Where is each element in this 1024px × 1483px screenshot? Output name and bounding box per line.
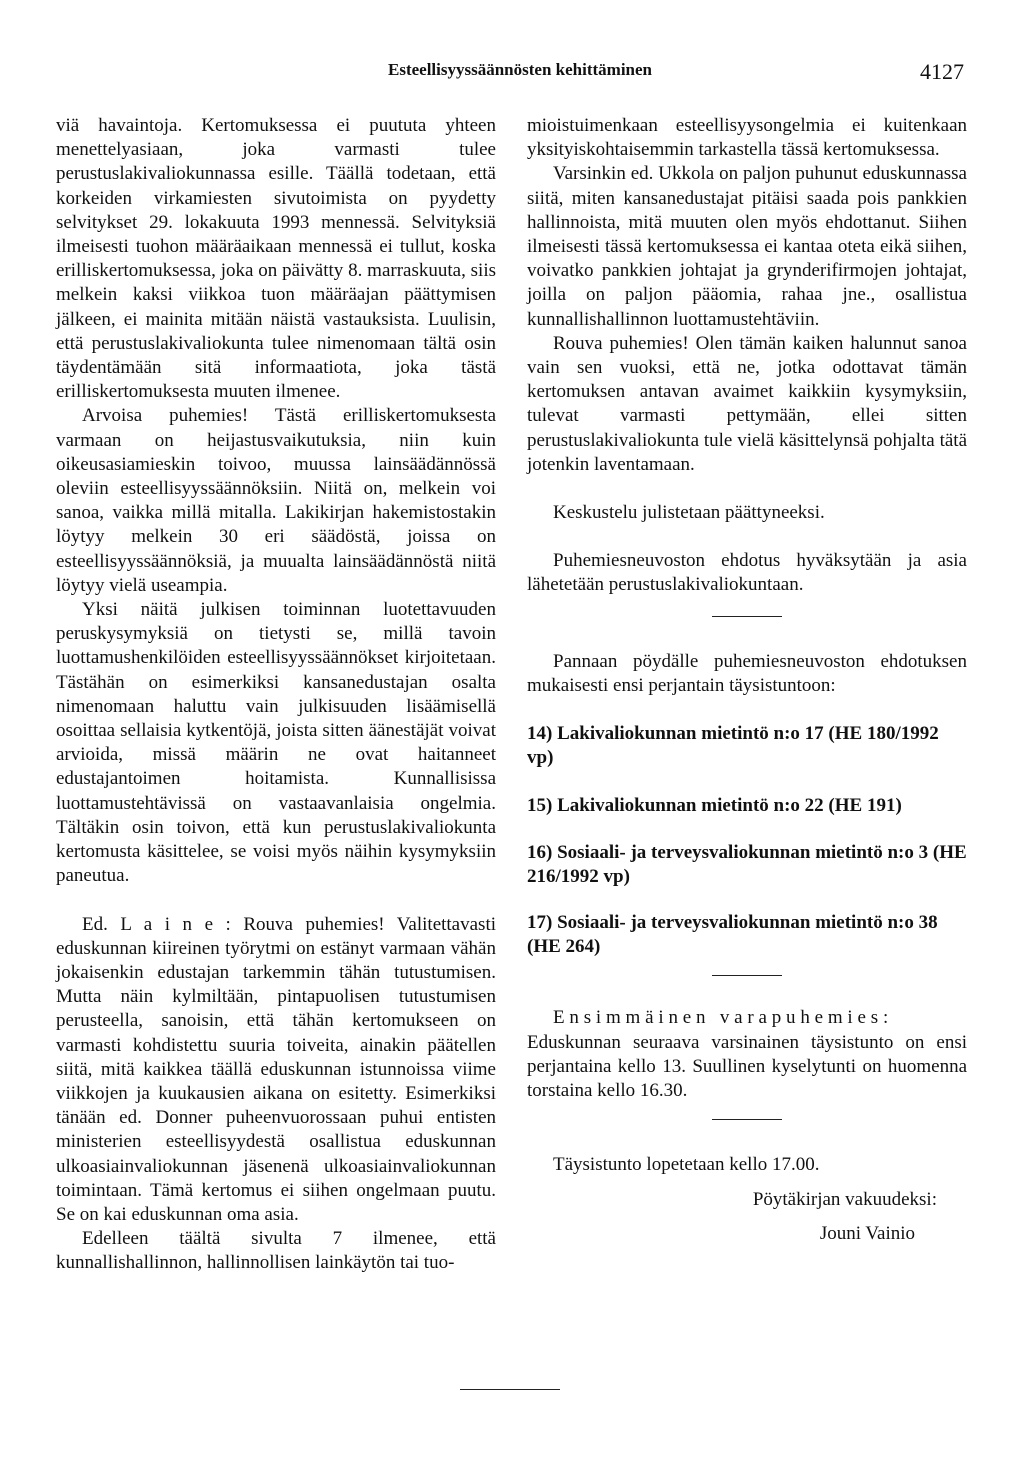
paragraph: Keskustelu julistetaan päättyneeksi. <box>553 502 825 524</box>
paragraph: Rouva puhemies! Olen tämän kaiken halunnut sanoa vain sen vuoksi, että ne, jotka odottavat tämän kertomuksen antavan avaimet kaikkiin kysymyksiin, tulevat varmasti pettymään, ellei sitten perustuslakivaliokunta tule vielä käsittelynsä pohjalta tätä jotenkin laventamaan. <box>527 332 967 475</box>
separator-rule-wrap <box>527 975 967 976</box>
agenda-item: 14) Lakivaliokunnan mietintö n:o 17 (HE 180/1992 vp) <box>527 723 939 769</box>
paragraph: Eduskunnan seuraava varsinainen täysistunto on ensi perjantaina kello 13. Suullinen kyselytunti on huomenna torstaina kello 16.30. <box>527 1031 967 1102</box>
page-number: 4127 <box>920 59 964 84</box>
running-header-title: Esteellisyyssäännösten kehittäminen <box>388 60 652 79</box>
footer-rule <box>460 1389 560 1390</box>
paragraph: mioistuimenkaan esteellisyysongelmia ei kuitenkaan yksityiskohtaisemmin tarkastella tässä kertomuksessa. <box>527 115 967 161</box>
separator-rule-wrap <box>527 616 967 617</box>
paragraph: Yksi näitä julkisen toiminnan luotettavuuden peruskysymyksiä on tietysti se, millä tavoin luottamushenkilöiden esteellisyyssäännökset kirjoitetaan. Tästähän on esimerkiksi kansanedustajan osalta nimenomaan haluttu vain julkisuuden lisäämisellä osoittaa sellaisia kytkentöjä, joista sitten äänestäjät voivat arvioida, missä määrin ne ovat haitanneet edustajantoimen hoitamista. Kunnallisissa luottamustehtävissä on vastaavanlaisia ongelmia. Tältäkin osin toivon, että kun perustuslakivaliokunta kertomusta käsittelee, se voisi myös näihin kysymyksiin paneutua. <box>56 599 496 887</box>
separator-rule <box>712 616 782 617</box>
speaker-name: Ed. L a i n e : <box>82 913 231 935</box>
speaker-name: Ensimmäinen varapuhemies: <box>553 1007 894 1029</box>
signature-name: Jouni Vainio <box>819 1222 915 1244</box>
paragraph: Edelleen täältä sivulta 7 ilmenee, että kunnallishallinnon, hallinnollisen lainkäytön tai tuo- <box>56 1228 496 1274</box>
closing-paragraph: Täysistunto lopetetaan kello 17.00. <box>553 1154 820 1176</box>
paragraph: Varsinkin ed. Ukkola on paljon puhunut eduskunnassa siitä, miten kansanedustajat pitäisi saada pois pankkien hallinnoista, mitä muuten olen myös ehdottanut. Siihen ilmeisesti tässä kertomuksessa ei kantaa oteta eikä siihen, voivatko pankkien johtajat ja grynderifirmojen johtajat, joilla on paljon pääomia, rahaa jne., osallistua kunnallishallinnon luottamustehtäviin. <box>527 163 967 330</box>
paragraph: Pannaan pöydälle puhemiesneuvoston ehdotuksen mukaisesti ensi perjantain täysistuntoon: <box>527 650 967 696</box>
paragraph: viä havaintoja. Kertomuksessa ei puututa yhteen menettelyasiaan, joka varmasti tulee perustuslakivaliokunnassa esille. Täällä todetaan, että korkeiden virkamiesten sivutoimista on pyydetty selvitykset 29. lokakuuta 1993 mennessä. Selvityksiä ilmeisesti tuohon määräaikaan mennessä ei tullut, koska erilliskertomuksessa, joka on päivätty 8. marraskuuta, siis melkein kaksi viikkoa tuon määräajan päättymisen jälkeen, ei mainita mitään näistä vastauksista. Luulisin, että perustuslakivaliokunta tulee nimenomaan tältä osin täydentämään sitä informaatiota, joka tästä erilliskertomuksesta muuten ilmenee. <box>56 115 496 403</box>
agenda-item: 16) Sosiaali- ja terveysvaliokunnan mietintö n:o 3 (HE 216/1992 vp) <box>527 841 967 887</box>
left-column <box>56 114 496 1276</box>
agenda-item: 15) Lakivaliokunnan mietintö n:o 22 (HE 191) <box>527 795 902 817</box>
paragraph: Puhemiesneuvoston ehdotus hyväksytään ja asia lähetetään perustuslakivaliokuntaan. <box>527 550 967 596</box>
separator-rule-wrap <box>527 1119 967 1120</box>
speech-paragraph <box>56 913 496 1228</box>
separator-rule <box>712 975 782 976</box>
paragraph: Arvoisa puhemies! Tästä erilliskertomuksesta varmaan on heijastusvaikutuksia, niin kuin oikeusasiamieskin toivoo, muussa lainsäädännössä oleviin esteellisyyssäännöksiin. Niitä on, melkein voi sanoa, vaikka millä mitalla. Lakikirjan hakemistostakin löytyy melkein 30 eri säädöstä, joissa on esteellisyyssäännöksiä, ja muualta lainsäädännöstä niitä löytyy vielä useampia. <box>56 405 496 596</box>
signature-title: Pöytäkirjan vakuudeksi: <box>752 1188 937 1210</box>
agenda-item: 17) Sosiaali- ja terveysvaliokunnan mietintö n:o 38 (HE 264) <box>527 912 938 958</box>
separator-rule <box>712 1119 782 1120</box>
speech-text: Rouva puhemies! Valitettavasti eduskunnan kiireinen työrytmi on estänyt varmaan vähän jokaisenkin edustajan tarkemmin tähän tutustumisen. Mutta näin kylmiltään, pintapuolisen tutustumisen perusteella, sanoisin, että tähän kertomukseen on varmasti kohdistettu suuria toiveita, ainakin päätellen siitä, mitä kaikkea täällä eduskunnan istunnoissa viime viikkojen ja kuukausien aikana on esitetty. Esimerkiksi tänään ed. Donner puheenvuorossaan puhui entisten ministerien esteellisyydestä osallistua eduskunnan ulkoasiainvaliokunnan jäsenenä ulkoasiainvaliokunnan toimintaan. Tämä kertomus ei siihen ongelmaan puutu. Se on kai eduskunnan oma asia. <box>56 913 496 1225</box>
right-column <box>527 114 967 1246</box>
